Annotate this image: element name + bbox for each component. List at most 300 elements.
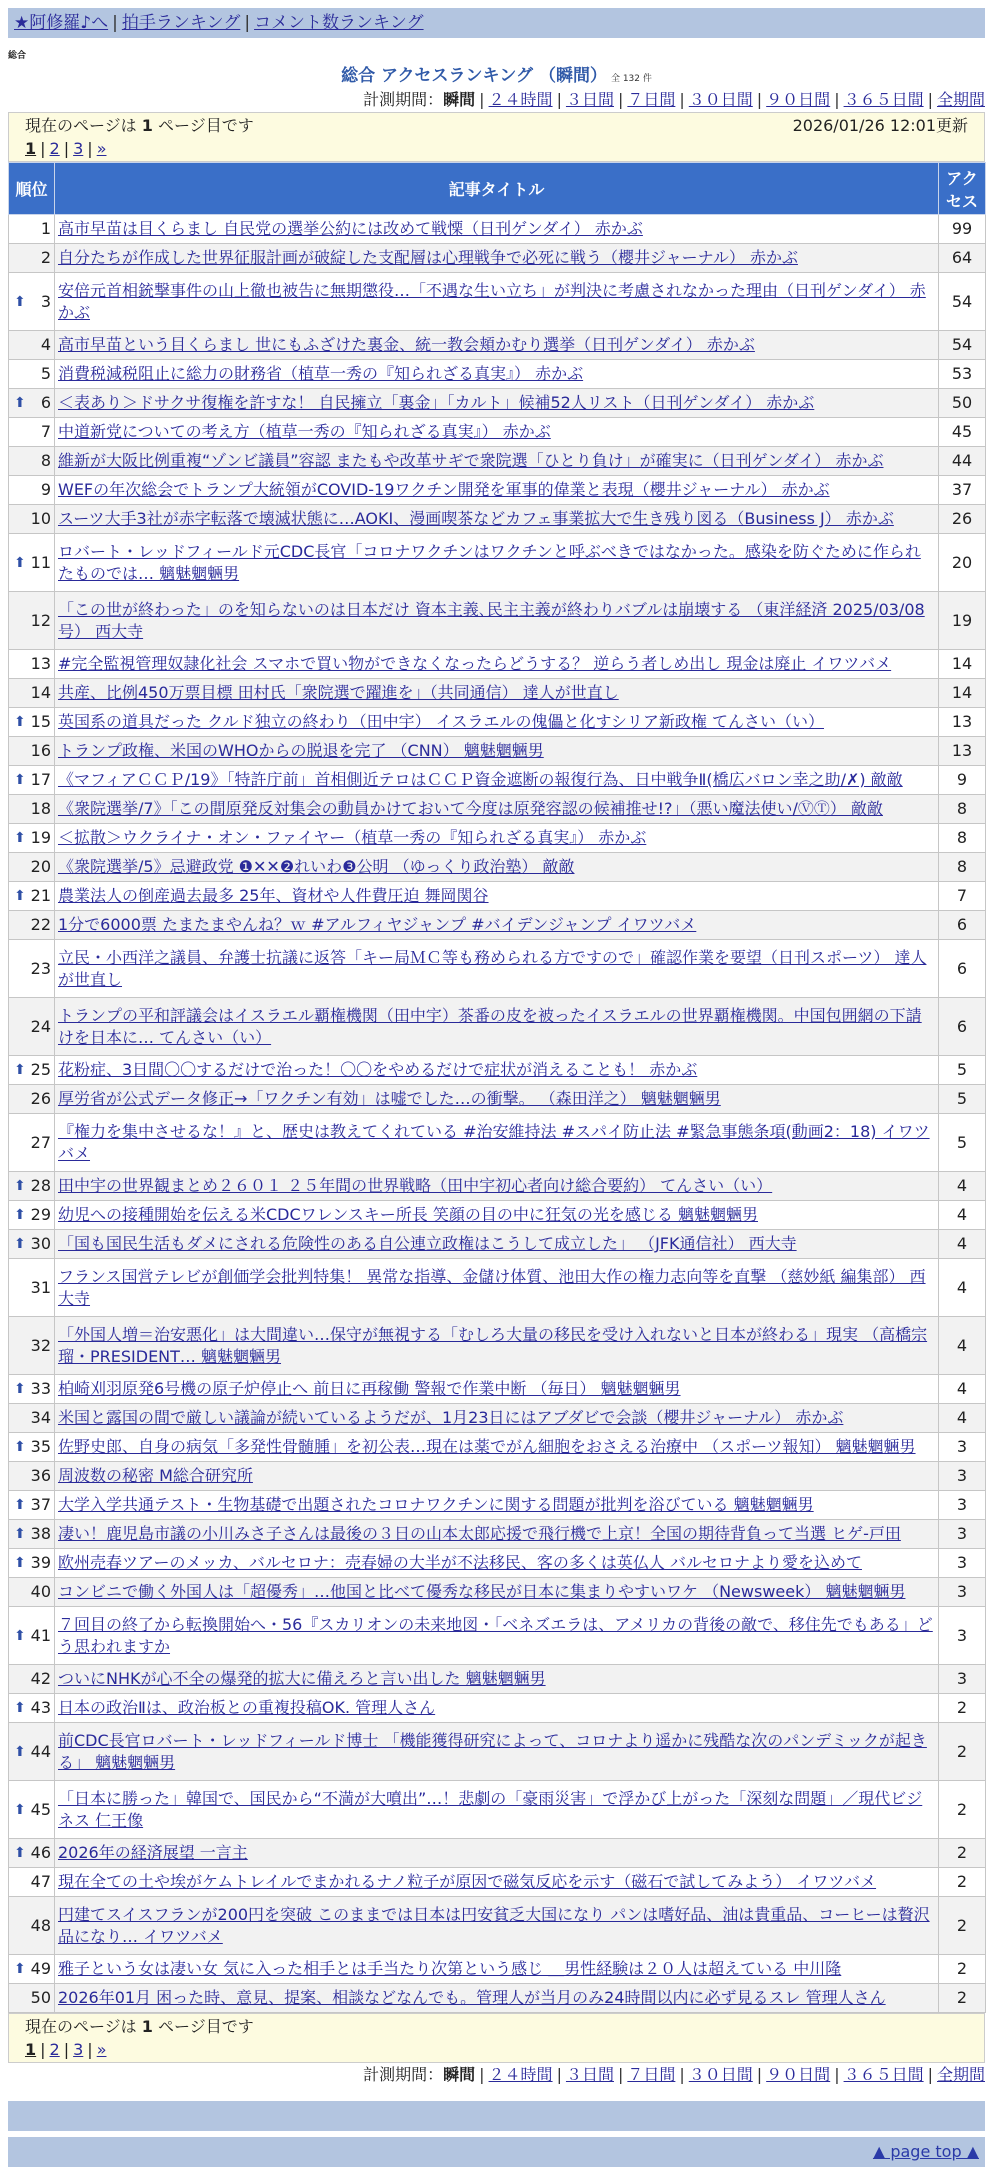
table-row — [9, 795, 986, 824]
title-cell — [55, 1172, 939, 1201]
separator: | — [556, 90, 562, 109]
period-link[interactable]: ３０日間 — [688, 90, 753, 109]
separator: | — [679, 90, 685, 109]
pagination-top — [25, 137, 968, 161]
article-title-link[interactable]: 雅子という女は凄い女 気に入った相手とは手当たり次第という感じ ＿男性経験は２０人は超えている 中川隆 — [58, 1959, 842, 1978]
article-title-link[interactable]: 2026年01月 困った時、意見、提案、相談などなんでも。管理人が当月のみ24時間以内に必ず見るスレ 管理人さん — [58, 1988, 886, 2007]
table-row — [9, 476, 986, 505]
rank-number: 5 — [40, 364, 51, 383]
article-title-link[interactable]: トランプ政権、米国のWHOからの脱退を完了 （CNN） 魑魅魍魎男 — [58, 741, 544, 760]
separator: | — [834, 2065, 840, 2084]
article-title-link[interactable]: 現在全ての土や埃がケムトレイルでまかれるナノ粒子が原因で磁気反応を示す（磁石で試してみよう） イワツバメ — [58, 1872, 877, 1891]
bottom-bar — [8, 2101, 985, 2131]
rank-cell — [9, 1085, 55, 1114]
rank-cell — [9, 1433, 55, 1462]
separator: | — [63, 139, 70, 158]
table-header-row — [9, 163, 986, 215]
pagination-bottom — [25, 2038, 968, 2062]
table-row — [9, 273, 986, 331]
rank-cell — [9, 911, 55, 940]
table-row — [9, 1433, 986, 1462]
article-title-link[interactable]: 安倍元首相銃撃事件の山上徹也被告に無期懲役…「不遇な生い立ち」が判決に考慮されなかった理由（日刊ゲンダイ） 赤かぶ — [58, 280, 926, 322]
current-page-text: 現在のページは 1 ページ目です — [25, 2017, 254, 2036]
article-title-link[interactable]: 高市早苗という目くらまし 世にもふざけた裏金、統一教会頬かむり選挙（日刊ゲンダイ） 赤かぶ — [58, 335, 755, 354]
separator: | — [617, 2065, 624, 2084]
rank-cell — [9, 1056, 55, 1085]
table-row — [9, 824, 986, 853]
up-arrow-icon: ⬆ — [14, 1497, 26, 1513]
article-title-link[interactable]: 2026年の経済展望 一言主 — [58, 1843, 248, 1862]
rank-cell — [9, 534, 55, 592]
access-count: 13 — [939, 737, 986, 766]
access-count: 8 — [939, 853, 986, 882]
period-link[interactable]: 全期間 — [936, 2065, 985, 2084]
period-link[interactable]: ９０日間 — [766, 90, 831, 109]
rank-cell — [9, 447, 55, 476]
title-cell — [55, 476, 939, 505]
rank-number: 26 — [30, 1089, 51, 1108]
table-row — [9, 708, 986, 737]
title-cell — [55, 1085, 939, 1114]
period-link[interactable]: ３６５日間 — [843, 90, 924, 109]
period-link[interactable]: ２４時間 — [488, 2065, 553, 2084]
access-count: 2 — [939, 1868, 986, 1897]
article-title-link[interactable]: 日本の政治Ⅱは、政治板との重複投稿OK. 管理人さん — [58, 1698, 436, 1717]
rank-cell — [9, 998, 55, 1056]
article-title-link[interactable]: 農業法人の倒産過去最多 25年、資材や人件費圧迫 舞岡関谷 — [58, 886, 489, 905]
article-title-link[interactable]: WEFの年次総会でトランプ大統領がCOVID-19ワクチン開発を軍事的偉業と表現（櫻井ジャーナル） 赤かぶ — [58, 480, 830, 499]
up-arrow-icon: ⬆ — [14, 714, 26, 730]
table-row — [9, 360, 986, 389]
rank-number: 22 — [30, 915, 51, 934]
rank-cell — [9, 1230, 55, 1259]
rank-cell — [9, 1491, 55, 1520]
table-row — [9, 1317, 986, 1375]
rank-number: 49 — [30, 1959, 51, 1978]
table-row — [9, 1201, 986, 1230]
article-title-link[interactable]: 高市早苗は目くらまし 自民党の選挙公約には改めて戦慄（日刊ゲンダイ） 赤かぶ — [58, 219, 643, 238]
title-cell — [55, 679, 939, 708]
table-row — [9, 1520, 986, 1549]
title-cell — [55, 1781, 939, 1839]
table-row — [9, 1665, 986, 1694]
article-title-link[interactable]: ７回目の終了から転換開始へ・56『スカリオンの未来地図・「ベネズエラは、アメリカの背後の敵で、移住先でもある」どう思われますか — [58, 1614, 933, 1656]
access-count: 4 — [939, 1172, 986, 1201]
article-title-link[interactable]: 米国と露国の間で厳しい議論が続いているようだが、1月23日にはアブダビで会談（櫻井ジャーナル） 赤かぶ — [58, 1408, 844, 1427]
article-title-link[interactable]: 厚労省が公式データ修正→「ワクチン有効」は嘘でした…の衝撃。 （森田洋之） 魑魅魍魎男 — [58, 1089, 721, 1108]
period-link[interactable]: ３日間 — [565, 2065, 614, 2084]
page-info-bottom — [8, 2013, 985, 2063]
up-arrow-icon: ⬆ — [14, 1555, 26, 1571]
table-row — [9, 766, 986, 795]
article-title-link[interactable]: トランプの平和評議会はイスラエル覇権機関（田中宇）茶番の皮を被ったイスラエルの世界覇権機関。中国包囲網の下請けを日本に… てんさい（い） — [58, 1005, 922, 1047]
rank-cell — [9, 244, 55, 273]
table-row — [9, 1172, 986, 1201]
title-cell — [55, 940, 939, 998]
access-count: 3 — [939, 1549, 986, 1578]
rank-cell — [9, 1114, 55, 1172]
table-row — [9, 1694, 986, 1723]
table-row — [9, 1085, 986, 1114]
article-title-link[interactable]: ついにNHKが心不全の爆発的拡大に備えろと言い出した 魑魅魍魎男 — [58, 1669, 546, 1688]
article-title-link[interactable]: 《衆院選挙/5》忌避政党 ❶✕✕❷れいわ❸公明 （ゆっくり政治塾） 敵敵 — [58, 857, 575, 876]
up-arrow-icon: ⬆ — [14, 1381, 26, 1397]
access-count: 3 — [939, 1607, 986, 1665]
access-count: 5 — [939, 1114, 986, 1172]
access-count: 8 — [939, 795, 986, 824]
article-title-link[interactable]: 大学入学共通テスト・生物基礎で出題されたコロナワクチンに関する問題が批判を浴びている 魑魅魍魎男 — [58, 1495, 814, 1514]
title-cell — [55, 1462, 939, 1491]
separator: | — [244, 13, 251, 33]
access-count: 14 — [939, 679, 986, 708]
article-title-link[interactable]: 前CDC長官ロバート・レッドフィールド博士 「機能獲得研究によって、コロナより遥かに残酷な次のパンデミックが起きる」 魑魅魍魎男 — [58, 1730, 927, 1772]
period-label: 計測期間： — [363, 2065, 444, 2084]
rank-number: 18 — [30, 799, 51, 818]
period-link[interactable]: ２４時間 — [488, 90, 553, 109]
article-title-link[interactable]: フランス国営テレビが創価学会批判特集！ 異常な指導、金儲け体質、池田大作の権力志向等を直撃 （慈妙紙 編集部） 西大寺 — [58, 1266, 926, 1308]
table-row — [9, 1984, 986, 2013]
rank-cell — [9, 737, 55, 766]
article-title-link[interactable]: 「外国人増＝治安悪化」は大間違い…保守が無視する「むしろ大量の移民を受け入れないと日本が終わる」現実 （高橋宗瑠・PRESIDENT… 魑魅魍魎男 — [58, 1324, 928, 1366]
period-link[interactable]: ９０日間 — [766, 2065, 831, 2084]
rank-cell — [9, 1520, 55, 1549]
article-title-link[interactable]: 円建てスイスフランが200円を突破 このままでは日本は円安貧乏大国になり パンは嗜好品、油は貴重品、コーヒーは贅沢品になり… イワツバメ — [58, 1904, 930, 1946]
rank-number: 35 — [30, 1437, 51, 1456]
article-title-link[interactable]: 田中宇の世界観まとめ２６０１ ２５年間の世界戦略（田中宇初心者向け総合要約） てんさい（い） — [58, 1176, 773, 1195]
access-count: 6 — [939, 998, 986, 1056]
rank-number: 2 — [40, 248, 51, 267]
table-row — [9, 679, 986, 708]
ranking-table — [8, 162, 986, 2013]
table-row — [9, 1404, 986, 1433]
article-title-link[interactable]: 維新が大阪比例重複“ゾンビ議員”容認 またもや改革サギで衆院選「ひとり負け」が確実に（日刊ゲンダイ） 赤かぶ — [58, 451, 884, 470]
rank-cell — [9, 418, 55, 447]
rank-cell — [9, 853, 55, 882]
table-row — [9, 1839, 986, 1868]
article-title-link[interactable]: 欧州売春ツアーのメッカ、バルセロナ：売春婦の大半が不法移民、客の多くは英仏人 バルセロナより愛を込めて — [58, 1553, 862, 1572]
page-info-top — [8, 112, 985, 162]
separator: | — [834, 90, 840, 109]
page-link[interactable]: 3 — [73, 139, 84, 158]
rank-cell — [9, 650, 55, 679]
article-title-link[interactable]: 幼児への接種開始を伝える米CDCワレンスキー所長 笑顔の目の中に狂気の光を感じる 魑魅魍魎男 — [58, 1205, 758, 1224]
article-title-link[interactable]: 『権力を集中させるな！』と、歴史は教えてくれている #治安維持法 #スパイ防止法 #緊急事態条項(動画2：18) イワツバメ — [58, 1121, 930, 1163]
rank-number: 10 — [30, 509, 51, 528]
title-cell — [55, 505, 939, 534]
article-title-link[interactable]: コンビニで働く外国人は「超優秀」…他国と比べて優秀な移民が日本に集まりやすいワケ （Newsweek） 魑魅魍魎男 — [58, 1582, 906, 1601]
access-count: 64 — [939, 244, 986, 273]
page-top-bar — [8, 2137, 985, 2167]
home-link[interactable]: ★阿修羅♪へ — [14, 13, 109, 33]
access-count: 5 — [939, 1056, 986, 1085]
rank-number: 6 — [40, 393, 51, 412]
rank-cell — [9, 1462, 55, 1491]
table-row — [9, 331, 986, 360]
rank-number: 11 — [30, 552, 51, 572]
access-count: 2 — [939, 1984, 986, 2013]
access-count: 8 — [939, 824, 986, 853]
rank-cell — [9, 824, 55, 853]
access-count: 4 — [939, 1259, 986, 1317]
category-label: 総合 — [8, 51, 27, 61]
separator: | — [40, 139, 46, 158]
page-current: 1 — [25, 2040, 37, 2059]
article-title-link[interactable]: 《衆院選挙/7》「この間原発反対集会の動員かけておいて今度は原発容認の候補推せ!?」（悪い魔法使い/ⓋⓉ） 敵敵 — [58, 799, 883, 818]
page-top-link[interactable]: ▲ page top ▲ — [872, 2142, 979, 2161]
article-title-link[interactable]: 共産、比例450万票目標 田村氏「衆院選で躍進を」（共同通信） 達人が世直し — [58, 683, 619, 702]
rank-cell — [9, 1723, 55, 1781]
rank-cell — [9, 1665, 55, 1694]
rank-cell — [9, 1549, 55, 1578]
table-row — [9, 244, 986, 273]
article-title-link[interactable]: #完全監視管理奴隷化社会 スマホで買い物ができなくなったらどうする？ 逆らう者しめ出し 現金は廃止 イワツバメ — [58, 654, 892, 673]
separator: | — [756, 2065, 763, 2084]
period-current: 瞬間 — [443, 2065, 476, 2084]
rank-cell — [9, 795, 55, 824]
clap-ranking-link[interactable]: 拍手ランキング — [121, 13, 241, 33]
table-row — [9, 998, 986, 1056]
rank-number: 23 — [30, 958, 51, 978]
title-cell — [55, 534, 939, 592]
page-link[interactable]: 3 — [73, 2040, 84, 2059]
table-row — [9, 1723, 986, 1781]
rank-number: 42 — [30, 1669, 51, 1688]
title-cell — [55, 360, 939, 389]
rank-number: 37 — [30, 1495, 51, 1514]
period-link[interactable]: ７日間 — [627, 90, 676, 109]
rank-cell — [9, 1259, 55, 1317]
article-title-link[interactable]: 自分たちが作成した世界征服計画が破綻した支配層は心理戦争で必死に戦う（櫻井ジャーナル） 赤かぶ — [58, 248, 798, 267]
table-row — [9, 737, 986, 766]
article-title-link[interactable]: 凄い！鹿児島市議の小川みさ子さんは最後の３日の山本太郎応援で飛行機で上京！全国の期待背負って当選 ヒゲ-戸田 — [58, 1524, 901, 1543]
title-cell — [55, 273, 939, 331]
access-count: 20 — [939, 534, 986, 592]
rank-cell — [9, 1404, 55, 1433]
access-count: 4 — [939, 1201, 986, 1230]
article-title-link[interactable]: 英国系の道具だった クルド独立の終わり（田中宇） イスラエルの傀儡と化すシリア新政権 てんさい（い） — [58, 712, 824, 731]
table-row — [9, 1868, 986, 1897]
period-link[interactable]: ３０日間 — [688, 2065, 753, 2084]
up-arrow-icon: ⬆ — [14, 395, 26, 411]
up-arrow-icon: ⬆ — [14, 1062, 26, 1078]
separator: | — [679, 2065, 685, 2084]
page-link[interactable]: 2 — [49, 2040, 60, 2059]
up-arrow-icon: ⬆ — [14, 888, 26, 904]
access-count: 5 — [939, 1085, 986, 1114]
access-count: 2 — [939, 1955, 986, 1984]
rank-number: 4 — [40, 335, 51, 354]
period-link[interactable]: 全期間 — [936, 90, 985, 109]
access-count: 6 — [939, 911, 986, 940]
access-count: 4 — [939, 1317, 986, 1375]
access-count: 2 — [939, 1839, 986, 1868]
article-title-link[interactable]: ＜表あり＞ドサクサ復権を許すな！ 自民擁立「裏金」「カルト」候補52人リスト（日刊ゲンダイ） 赤かぶ — [58, 393, 815, 412]
access-count: 3 — [939, 1520, 986, 1549]
access-count: 99 — [939, 215, 986, 244]
up-arrow-icon: ⬆ — [14, 1627, 26, 1644]
next-page-link[interactable]: » — [96, 139, 107, 158]
table-row — [9, 1114, 986, 1172]
table-row — [9, 1491, 986, 1520]
rank-number: 30 — [30, 1234, 51, 1253]
rank-number: 1 — [40, 219, 51, 238]
rank-number: 36 — [30, 1466, 51, 1485]
separator: | — [87, 2040, 93, 2059]
title-cell — [55, 1549, 939, 1578]
up-arrow-icon: ⬆ — [14, 1700, 26, 1716]
rank-number: 27 — [30, 1132, 51, 1152]
rank-number: 48 — [30, 1915, 51, 1935]
title-column-header: 記事タイトル — [55, 163, 939, 215]
rank-number: 43 — [30, 1698, 51, 1717]
separator: | — [556, 2065, 562, 2084]
rank-cell — [9, 273, 55, 331]
rank-column-header: 順位 — [9, 163, 55, 215]
access-count: 4 — [939, 1404, 986, 1433]
title-cell — [55, 1375, 939, 1404]
table-row — [9, 389, 986, 418]
title-cell — [55, 708, 939, 737]
article-title-link[interactable]: 消費税減税阻止に総力の財務省（植草一秀の『知られざる真実』） 赤かぶ — [58, 364, 584, 383]
up-arrow-icon: ⬆ — [14, 772, 26, 788]
access-count: 3 — [939, 1462, 986, 1491]
access-column-header: アクセス — [939, 163, 986, 215]
title-cell — [55, 1259, 939, 1317]
period-link[interactable]: ７日間 — [627, 2065, 676, 2084]
title-cell — [55, 331, 939, 360]
period-label: 計測期間： — [363, 90, 444, 109]
rank-number: 25 — [30, 1060, 51, 1079]
rank-number: 47 — [30, 1872, 51, 1891]
rank-cell — [9, 1694, 55, 1723]
title-cell — [55, 447, 939, 476]
article-title-link[interactable]: 「日本に勝った」韓国で、国民から“不満が大噴出”…！悲劇の「豪雨災害」で浮かび上がった「深刻な問題」／現代ビジネス 仁王像 — [58, 1788, 923, 1830]
article-title-link[interactable]: ＜拡散＞ウクライナ・オン・ファイヤー（植草一秀の『知られざる真実』） 赤かぶ — [58, 828, 647, 847]
page-link[interactable]: 2 — [49, 139, 60, 158]
rank-number: 44 — [30, 1741, 51, 1761]
rank-number: 24 — [30, 1016, 51, 1036]
period-current: 瞬間 — [443, 90, 476, 109]
title-cell — [55, 766, 939, 795]
rank-number: 12 — [30, 610, 51, 630]
title-cell — [55, 882, 939, 911]
rank-number: 33 — [30, 1379, 51, 1398]
title-cell — [55, 1868, 939, 1897]
access-count: 26 — [939, 505, 986, 534]
rank-number: 40 — [30, 1582, 51, 1601]
access-count: 45 — [939, 418, 986, 447]
article-title-link[interactable]: 「この世が終わった」のを知らないのは日本だけ 資本主義､民主主義が終わりバブルは崩壊する （東洋経済 2025/03/08号） 西大寺 — [58, 599, 925, 641]
article-title-link[interactable]: 花粉症、3日間〇〇するだけで治った！〇〇をやめるだけで症状が消えることも！ 赤かぶ — [58, 1060, 698, 1079]
access-count: 50 — [939, 389, 986, 418]
separator: | — [617, 90, 624, 109]
table-row — [9, 447, 986, 476]
rank-cell — [9, 1781, 55, 1839]
title-cell — [55, 592, 939, 650]
table-row — [9, 1549, 986, 1578]
article-title-link[interactable]: ロバート・レッドフィールド元CDC長官「コロナワクチンはワクチンと呼ぶべきではなかった。感染を防ぐために作られたものでは… 魑魅魍魎男 — [58, 541, 921, 583]
rank-cell — [9, 1201, 55, 1230]
next-page-link[interactable]: » — [96, 2040, 107, 2059]
rank-number: 17 — [30, 770, 51, 789]
article-title-link[interactable]: 佐野史郎、自身の病気「多発性骨髄腫」を初公表…現在は薬でがん細胞をおさえる治療中 （スポーツ報知） 魑魅魍魎男 — [58, 1437, 916, 1456]
rank-cell — [9, 476, 55, 505]
period-link[interactable]: ３日間 — [565, 90, 614, 109]
title-cell — [55, 1578, 939, 1607]
access-count: 4 — [939, 1375, 986, 1404]
rank-number: 29 — [30, 1205, 51, 1224]
rank-number: 7 — [40, 422, 51, 441]
article-title-link[interactable]: 柏崎刈羽原発6号機の原子炉停止へ 前日に再稼働 警報で作業中断 （毎日） 魑魅魍魎男 — [58, 1379, 681, 1398]
article-title-link[interactable]: 「国も国民生活もダメにされる危険性のある自公連立政権はこうして成立した」 （JFK通信社） 西大寺 — [58, 1234, 797, 1253]
rank-number: 41 — [30, 1625, 51, 1645]
table-row — [9, 1578, 986, 1607]
rank-number: 38 — [30, 1524, 51, 1543]
table-row — [9, 215, 986, 244]
rank-number: 45 — [30, 1799, 51, 1819]
access-count: 3 — [939, 1578, 986, 1607]
table-row — [9, 418, 986, 447]
article-title-link[interactable]: 中道新党についての考え方（植草一秀の『知られざる真実』） 赤かぶ — [58, 422, 551, 441]
rank-cell — [9, 592, 55, 650]
title-cell — [55, 911, 939, 940]
access-count: 4 — [939, 1230, 986, 1259]
title-cell — [55, 853, 939, 882]
rank-number: 3 — [40, 291, 51, 311]
up-arrow-icon: ⬆ — [14, 1845, 26, 1861]
rank-cell — [9, 708, 55, 737]
rank-number: 13 — [30, 654, 51, 673]
article-title-link[interactable]: 1分で6000票 たまたまやんね？ｗ #アルフィヤジャンプ #バイデンジャンプ イワツバメ — [58, 915, 697, 934]
rank-number: 19 — [30, 828, 51, 847]
title-cell — [55, 1955, 939, 1984]
up-arrow-icon: ⬆ — [14, 1743, 26, 1760]
rank-cell — [9, 215, 55, 244]
updated-timestamp: 2026/01/26 12:01更新 — [792, 116, 968, 135]
article-title-link[interactable]: スーツ大手3社が赤字転落で壊滅状態に…AOKI、漫画喫茶などカフェ事業拡大で生き残り図る（Business J） 赤かぶ — [58, 509, 894, 528]
page-title — [8, 64, 985, 88]
access-count: 14 — [939, 650, 986, 679]
table-row — [9, 1056, 986, 1085]
rank-number: 32 — [30, 1335, 51, 1355]
table-row — [9, 882, 986, 911]
rank-cell — [9, 1984, 55, 2013]
period-link[interactable]: ３６５日間 — [843, 2065, 924, 2084]
table-row — [9, 534, 986, 592]
title-cell — [55, 215, 939, 244]
separator: | — [927, 90, 933, 109]
rank-cell — [9, 1955, 55, 1984]
table-row — [9, 1607, 986, 1665]
article-title-link[interactable]: 立民・小西洋之議員、弁護士抗議に返答「キー局ＭＣ等も務められる方ですので」確認作業を要望（日刊スポーツ） 達人が世直し — [58, 947, 927, 989]
article-title-link[interactable]: 周波数の秘密 M総合研究所 — [58, 1466, 253, 1485]
title-cell — [55, 1433, 939, 1462]
title-cell — [55, 1984, 939, 2013]
separator: | — [112, 13, 118, 33]
table-row — [9, 1462, 986, 1491]
comment-ranking-link[interactable]: コメント数ランキング — [254, 13, 424, 33]
up-arrow-icon: ⬆ — [14, 1526, 26, 1542]
rank-cell — [9, 1172, 55, 1201]
period-selector-bottom — [8, 2063, 985, 2087]
title-cell — [55, 389, 939, 418]
rank-cell — [9, 1897, 55, 1955]
title-cell — [55, 737, 939, 766]
title-cell — [55, 1694, 939, 1723]
article-title-link[interactable]: 《マフィアＣＣＰ/19》「特許庁前」首相側近テロはＣＣＰ資金遮断の報復行為、日中戦争Ⅱ(橋広バロン幸之助/✗) 敵敵 — [58, 770, 903, 789]
table-row — [9, 911, 986, 940]
separator: | — [40, 2040, 46, 2059]
